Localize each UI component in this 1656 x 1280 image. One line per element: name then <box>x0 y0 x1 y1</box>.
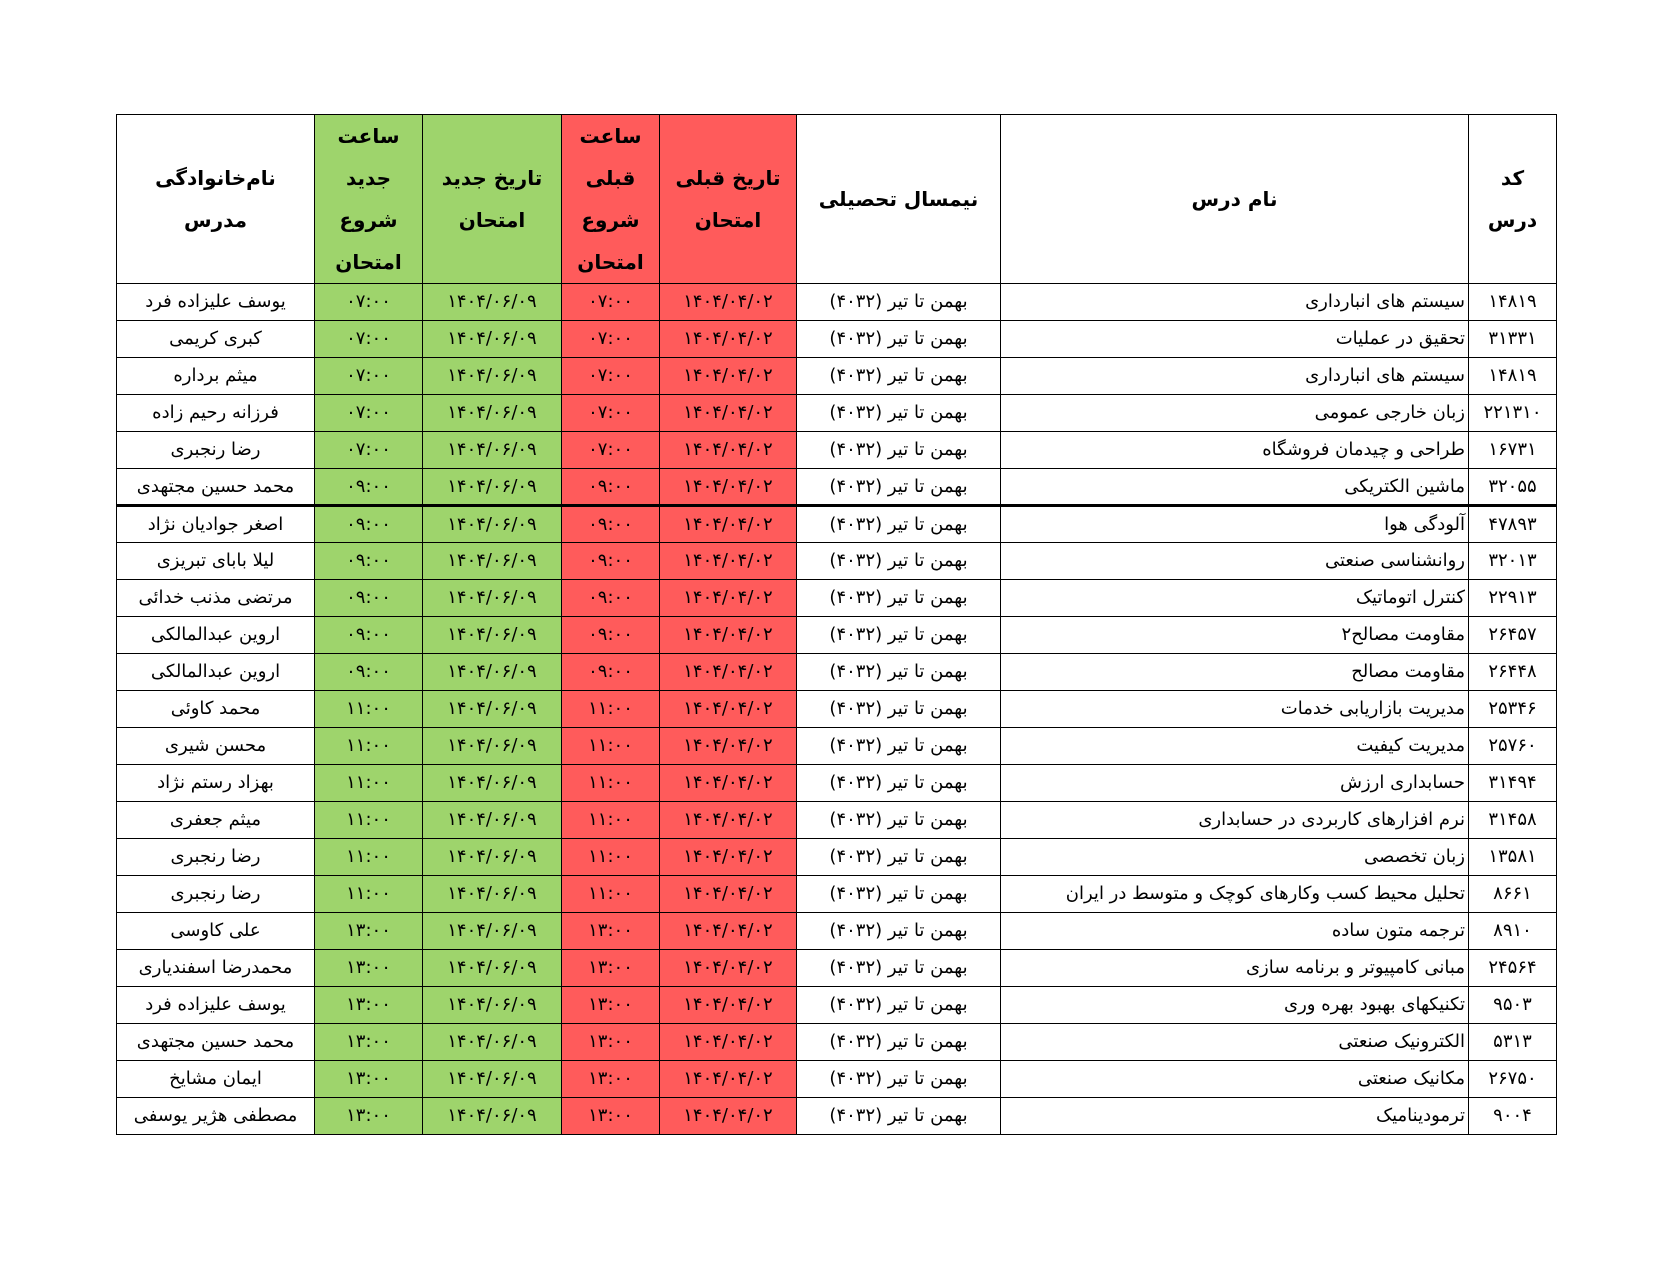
cell-teacher: کبری کریمی <box>117 321 315 358</box>
cell-old-exam-time: ۰۹:۰۰ <box>562 654 660 691</box>
cell-old-exam-time: ۰۹:۰۰ <box>562 580 660 617</box>
cell-course-name: ترمودینامیک <box>1001 1098 1469 1135</box>
cell-new-exam-date: ۱۴۰۴/۰۶/۰۹ <box>423 654 562 691</box>
cell-old-exam-date: ۱۴۰۴/۰۴/۰۲ <box>660 1024 797 1061</box>
cell-new-exam-time: ۱۱:۰۰ <box>315 728 423 765</box>
cell-course-code: ۳۲۰۵۵ <box>1469 469 1557 506</box>
cell-term: بهمن تا تیر (۴۰۳۲) <box>797 765 1001 802</box>
cell-new-exam-time: ۰۹:۰۰ <box>315 469 423 506</box>
cell-old-exam-time: ۱۱:۰۰ <box>562 765 660 802</box>
header-new-exam-date: تاریخ جدید امتحان <box>423 115 562 284</box>
table-row <box>117 1024 1557 1061</box>
cell-old-exam-time: ۰۹:۰۰ <box>562 617 660 654</box>
cell-old-exam-date: ۱۴۰۴/۰۴/۰۲ <box>660 321 797 358</box>
cell-old-exam-date: ۱۴۰۴/۰۴/۰۲ <box>660 580 797 617</box>
cell-old-exam-time: ۱۳:۰۰ <box>562 987 660 1024</box>
cell-old-exam-date: ۱۴۰۴/۰۴/۰۲ <box>660 691 797 728</box>
cell-old-exam-time: ۱۱:۰۰ <box>562 691 660 728</box>
cell-old-exam-time: ۱۱:۰۰ <box>562 802 660 839</box>
cell-old-exam-date: ۱۴۰۴/۰۴/۰۲ <box>660 506 797 543</box>
cell-course-code: ۳۱۳۳۱ <box>1469 321 1557 358</box>
cell-old-exam-time: ۰۹:۰۰ <box>562 469 660 506</box>
cell-course-name: مقاومت مصالح۲ <box>1001 617 1469 654</box>
cell-teacher: رضا رنجبری <box>117 432 315 469</box>
cell-old-exam-date: ۱۴۰۴/۰۴/۰۲ <box>660 802 797 839</box>
cell-old-exam-time: ۱۳:۰۰ <box>562 1024 660 1061</box>
cell-teacher: یوسف علیزاده فرد <box>117 284 315 321</box>
cell-teacher: یوسف علیزاده فرد <box>117 987 315 1024</box>
table-row <box>117 913 1557 950</box>
cell-term: بهمن تا تیر (۴۰۳۲) <box>797 913 1001 950</box>
cell-course-name: تکنیکهای بهبود بهره وری <box>1001 987 1469 1024</box>
cell-term: بهمن تا تیر (۴۰۳۲) <box>797 617 1001 654</box>
cell-course-code: ۴۷۸۹۳ <box>1469 506 1557 543</box>
table-row <box>117 654 1557 691</box>
cell-teacher: لیلا بابای تبریزی <box>117 543 315 580</box>
cell-term: بهمن تا تیر (۴۰۳۲) <box>797 321 1001 358</box>
cell-course-name: آلودگی هوا <box>1001 506 1469 543</box>
table-row <box>117 432 1557 469</box>
exam-schedule-table <box>116 114 1557 1135</box>
cell-teacher: محمد کاوئی <box>117 691 315 728</box>
cell-new-exam-time: ۱۱:۰۰ <box>315 802 423 839</box>
table-row <box>117 358 1557 395</box>
header-term: نیمسال تحصیلی <box>797 115 1001 284</box>
cell-teacher: رضا رنجبری <box>117 839 315 876</box>
cell-term: بهمن تا تیر (۴۰۳۲) <box>797 580 1001 617</box>
table-row <box>117 765 1557 802</box>
cell-course-name: کنترل اتوماتیک <box>1001 580 1469 617</box>
cell-course-name: سیستم های انبارداری <box>1001 358 1469 395</box>
cell-course-name: مقاومت مصالح <box>1001 654 1469 691</box>
cell-old-exam-time: ۱۳:۰۰ <box>562 1061 660 1098</box>
cell-new-exam-date: ۱۴۰۴/۰۶/۰۹ <box>423 987 562 1024</box>
cell-new-exam-date: ۱۴۰۴/۰۶/۰۹ <box>423 506 562 543</box>
cell-course-code: ۱۳۵۸۱ <box>1469 839 1557 876</box>
cell-term: بهمن تا تیر (۴۰۳۲) <box>797 1098 1001 1135</box>
table-row <box>117 728 1557 765</box>
cell-new-exam-date: ۱۴۰۴/۰۶/۰۹ <box>423 913 562 950</box>
cell-new-exam-date: ۱۴۰۴/۰۶/۰۹ <box>423 284 562 321</box>
cell-course-code: ۲۶۴۵۷ <box>1469 617 1557 654</box>
cell-new-exam-time: ۱۱:۰۰ <box>315 691 423 728</box>
cell-old-exam-date: ۱۴۰۴/۰۴/۰۲ <box>660 617 797 654</box>
cell-old-exam-date: ۱۴۰۴/۰۴/۰۲ <box>660 395 797 432</box>
cell-course-name: تحقیق در عملیات <box>1001 321 1469 358</box>
cell-new-exam-date: ۱۴۰۴/۰۶/۰۹ <box>423 469 562 506</box>
cell-teacher: اروین عبدالمالکی <box>117 617 315 654</box>
cell-term: بهمن تا تیر (۴۰۳۲) <box>797 1024 1001 1061</box>
cell-course-name: حسابداری ارزش <box>1001 765 1469 802</box>
cell-teacher: اروین عبدالمالکی <box>117 654 315 691</box>
cell-course-name: الکترونیک صنعتی <box>1001 1024 1469 1061</box>
cell-teacher: میثم جعفری <box>117 802 315 839</box>
cell-term: بهمن تا تیر (۴۰۳۲) <box>797 876 1001 913</box>
cell-term: بهمن تا تیر (۴۰۳۲) <box>797 432 1001 469</box>
table-row <box>117 839 1557 876</box>
table-row <box>117 950 1557 987</box>
table-row <box>117 543 1557 580</box>
cell-new-exam-date: ۱۴۰۴/۰۶/۰۹ <box>423 358 562 395</box>
cell-new-exam-time: ۰۹:۰۰ <box>315 617 423 654</box>
cell-old-exam-date: ۱۴۰۴/۰۴/۰۲ <box>660 987 797 1024</box>
cell-new-exam-date: ۱۴۰۴/۰۶/۰۹ <box>423 839 562 876</box>
table-row <box>117 395 1557 432</box>
cell-term: بهمن تا تیر (۴۰۳۲) <box>797 358 1001 395</box>
cell-new-exam-date: ۱۴۰۴/۰۶/۰۹ <box>423 1024 562 1061</box>
cell-course-name: مدیریت کیفیت <box>1001 728 1469 765</box>
cell-new-exam-date: ۱۴۰۴/۰۶/۰۹ <box>423 617 562 654</box>
cell-new-exam-date: ۱۴۰۴/۰۶/۰۹ <box>423 691 562 728</box>
cell-old-exam-date: ۱۴۰۴/۰۴/۰۲ <box>660 654 797 691</box>
cell-old-exam-date: ۱۴۰۴/۰۴/۰۲ <box>660 839 797 876</box>
cell-course-name: مدیریت بازاریابی خدمات <box>1001 691 1469 728</box>
cell-new-exam-date: ۱۴۰۴/۰۶/۰۹ <box>423 802 562 839</box>
cell-new-exam-date: ۱۴۰۴/۰۶/۰۹ <box>423 1061 562 1098</box>
cell-new-exam-date: ۱۴۰۴/۰۶/۰۹ <box>423 395 562 432</box>
cell-term: بهمن تا تیر (۴۰۳۲) <box>797 395 1001 432</box>
cell-course-name: زبان تخصصی <box>1001 839 1469 876</box>
cell-term: بهمن تا تیر (۴۰۳۲) <box>797 506 1001 543</box>
cell-new-exam-date: ۱۴۰۴/۰۶/۰۹ <box>423 580 562 617</box>
cell-new-exam-date: ۱۴۰۴/۰۶/۰۹ <box>423 321 562 358</box>
table-row <box>117 469 1557 506</box>
cell-old-exam-time: ۱۳:۰۰ <box>562 950 660 987</box>
cell-new-exam-date: ۱۴۰۴/۰۶/۰۹ <box>423 432 562 469</box>
cell-teacher: فرزانه رحیم زاده <box>117 395 315 432</box>
cell-new-exam-time: ۰۹:۰۰ <box>315 654 423 691</box>
cell-old-exam-date: ۱۴۰۴/۰۴/۰۲ <box>660 358 797 395</box>
cell-course-code: ۹۵۰۳ <box>1469 987 1557 1024</box>
cell-course-code: ۱۴۸۱۹ <box>1469 358 1557 395</box>
cell-course-name: زبان خارجی عمومی <box>1001 395 1469 432</box>
cell-course-code: ۲۵۷۶۰ <box>1469 728 1557 765</box>
cell-course-name: مبانی کامپیوتر و برنامه سازی <box>1001 950 1469 987</box>
cell-course-code: ۹۰۰۴ <box>1469 1098 1557 1135</box>
cell-old-exam-time: ۱۳:۰۰ <box>562 1098 660 1135</box>
cell-teacher: مصطفی هژیر یوسفی <box>117 1098 315 1135</box>
cell-course-name: نرم افزارهای کاربردی در حسابداری <box>1001 802 1469 839</box>
cell-course-name: سیستم های انبارداری <box>1001 284 1469 321</box>
cell-teacher: محمد حسین مجتهدی <box>117 1024 315 1061</box>
cell-old-exam-time: ۰۷:۰۰ <box>562 395 660 432</box>
cell-old-exam-date: ۱۴۰۴/۰۴/۰۲ <box>660 1098 797 1135</box>
table-body <box>117 284 1557 1135</box>
cell-teacher: محسن شیری <box>117 728 315 765</box>
cell-term: بهمن تا تیر (۴۰۳۲) <box>797 1061 1001 1098</box>
cell-new-exam-time: ۱۳:۰۰ <box>315 913 423 950</box>
table-row <box>117 321 1557 358</box>
table-row <box>117 1098 1557 1135</box>
cell-teacher: بهزاد رستم نژاد <box>117 765 315 802</box>
cell-course-code: ۱۴۸۱۹ <box>1469 284 1557 321</box>
cell-new-exam-time: ۱۳:۰۰ <box>315 987 423 1024</box>
cell-new-exam-date: ۱۴۰۴/۰۶/۰۹ <box>423 765 562 802</box>
cell-course-name: تحلیل محیط کسب وکارهای کوچک و متوسط در ایران <box>1001 876 1469 913</box>
header-old-exam-date: تاریخ قبلی امتحان <box>660 115 797 284</box>
cell-old-exam-date: ۱۴۰۴/۰۴/۰۲ <box>660 765 797 802</box>
cell-new-exam-date: ۱۴۰۴/۰۶/۰۹ <box>423 728 562 765</box>
cell-new-exam-time: ۰۷:۰۰ <box>315 321 423 358</box>
cell-teacher: علی کاوسی <box>117 913 315 950</box>
cell-new-exam-time: ۰۷:۰۰ <box>315 358 423 395</box>
cell-term: بهمن تا تیر (۴۰۳۲) <box>797 950 1001 987</box>
cell-old-exam-date: ۱۴۰۴/۰۴/۰۲ <box>660 469 797 506</box>
cell-course-code: ۸۹۱۰ <box>1469 913 1557 950</box>
cell-new-exam-time: ۱۳:۰۰ <box>315 950 423 987</box>
cell-course-code: ۲۶۴۴۸ <box>1469 654 1557 691</box>
cell-teacher: اصغر جوادیان نژاد <box>117 506 315 543</box>
cell-teacher: ایمان مشایخ <box>117 1061 315 1098</box>
cell-term: بهمن تا تیر (۴۰۳۲) <box>797 839 1001 876</box>
cell-old-exam-date: ۱۴۰۴/۰۴/۰۲ <box>660 728 797 765</box>
cell-old-exam-date: ۱۴۰۴/۰۴/۰۲ <box>660 876 797 913</box>
cell-teacher: مرتضی مذنب خدائی <box>117 580 315 617</box>
cell-course-code: ۳۱۴۵۸ <box>1469 802 1557 839</box>
cell-term: بهمن تا تیر (۴۰۳۲) <box>797 802 1001 839</box>
cell-new-exam-time: ۱۱:۰۰ <box>315 765 423 802</box>
table-row <box>117 617 1557 654</box>
cell-new-exam-time: ۱۳:۰۰ <box>315 1061 423 1098</box>
cell-old-exam-date: ۱۴۰۴/۰۴/۰۲ <box>660 950 797 987</box>
cell-old-exam-time: ۱۱:۰۰ <box>562 728 660 765</box>
cell-term: بهمن تا تیر (۴۰۳۲) <box>797 654 1001 691</box>
cell-old-exam-date: ۱۴۰۴/۰۴/۰۲ <box>660 1061 797 1098</box>
cell-course-name: طراحی و چیدمان فروشگاه <box>1001 432 1469 469</box>
cell-new-exam-time: ۰۷:۰۰ <box>315 395 423 432</box>
table-row <box>117 876 1557 913</box>
cell-teacher: محمد حسین مجتهدی <box>117 469 315 506</box>
cell-course-name: ماشین الکتریکی <box>1001 469 1469 506</box>
table-row <box>117 987 1557 1024</box>
table-row <box>117 802 1557 839</box>
header-row <box>117 115 1557 284</box>
table-row <box>117 691 1557 728</box>
table-row <box>117 284 1557 321</box>
cell-term: بهمن تا تیر (۴۰۳۲) <box>797 284 1001 321</box>
table-header <box>117 115 1557 284</box>
cell-course-name: روانشناسی صنعتی <box>1001 543 1469 580</box>
cell-teacher: محمدرضا اسفندیاری <box>117 950 315 987</box>
cell-term: بهمن تا تیر (۴۰۳۲) <box>797 691 1001 728</box>
header-new-exam-time: ساعت جدید شروع امتحان <box>315 115 423 284</box>
header-old-exam-time: ساعت قبلی شروع امتحان <box>562 115 660 284</box>
cell-course-code: ۲۲۱۳۱۰ <box>1469 395 1557 432</box>
cell-term: بهمن تا تیر (۴۰۳۲) <box>797 728 1001 765</box>
cell-course-code: ۲۲۹۱۳ <box>1469 580 1557 617</box>
cell-course-name: مکانیک صنعتی <box>1001 1061 1469 1098</box>
cell-old-exam-time: ۰۹:۰۰ <box>562 506 660 543</box>
cell-old-exam-time: ۰۷:۰۰ <box>562 432 660 469</box>
cell-new-exam-time: ۰۷:۰۰ <box>315 432 423 469</box>
cell-old-exam-time: ۱۱:۰۰ <box>562 839 660 876</box>
cell-course-code: ۸۶۶۱ <box>1469 876 1557 913</box>
cell-new-exam-time: ۰۹:۰۰ <box>315 543 423 580</box>
cell-old-exam-time: ۱۳:۰۰ <box>562 913 660 950</box>
header-course-name: نام درس <box>1001 115 1469 284</box>
cell-new-exam-time: ۰۹:۰۰ <box>315 580 423 617</box>
table-row <box>117 506 1557 543</box>
cell-term: بهمن تا تیر (۴۰۳۲) <box>797 987 1001 1024</box>
cell-term: بهمن تا تیر (۴۰۳۲) <box>797 469 1001 506</box>
cell-old-exam-date: ۱۴۰۴/۰۴/۰۲ <box>660 913 797 950</box>
cell-old-exam-time: ۰۹:۰۰ <box>562 543 660 580</box>
cell-course-code: ۵۳۱۳ <box>1469 1024 1557 1061</box>
table-row <box>117 1061 1557 1098</box>
cell-new-exam-date: ۱۴۰۴/۰۶/۰۹ <box>423 543 562 580</box>
table-row <box>117 580 1557 617</box>
cell-course-code: ۳۲۰۱۳ <box>1469 543 1557 580</box>
cell-new-exam-date: ۱۴۰۴/۰۶/۰۹ <box>423 876 562 913</box>
cell-new-exam-time: ۱۱:۰۰ <box>315 839 423 876</box>
cell-old-exam-date: ۱۴۰۴/۰۴/۰۲ <box>660 284 797 321</box>
cell-teacher: میثم برداره <box>117 358 315 395</box>
cell-new-exam-time: ۱۳:۰۰ <box>315 1098 423 1135</box>
cell-old-exam-time: ۱۱:۰۰ <box>562 876 660 913</box>
header-teacher: نام‌خانوادگی مدرس <box>117 115 315 284</box>
cell-new-exam-time: ۰۷:۰۰ <box>315 284 423 321</box>
cell-new-exam-date: ۱۴۰۴/۰۶/۰۹ <box>423 1098 562 1135</box>
cell-old-exam-time: ۰۷:۰۰ <box>562 284 660 321</box>
cell-old-exam-time: ۰۷:۰۰ <box>562 321 660 358</box>
header-course-code: کد درس <box>1469 115 1557 284</box>
cell-teacher: رضا رنجبری <box>117 876 315 913</box>
cell-new-exam-date: ۱۴۰۴/۰۶/۰۹ <box>423 950 562 987</box>
cell-course-code: ۱۶۷۳۱ <box>1469 432 1557 469</box>
cell-old-exam-date: ۱۴۰۴/۰۴/۰۲ <box>660 432 797 469</box>
cell-course-code: ۳۱۴۹۴ <box>1469 765 1557 802</box>
cell-term: بهمن تا تیر (۴۰۳۲) <box>797 543 1001 580</box>
cell-course-name: ترجمه متون ساده <box>1001 913 1469 950</box>
cell-new-exam-time: ۱۱:۰۰ <box>315 876 423 913</box>
cell-old-exam-time: ۰۷:۰۰ <box>562 358 660 395</box>
cell-new-exam-time: ۱۳:۰۰ <box>315 1024 423 1061</box>
cell-course-code: ۲۵۳۴۶ <box>1469 691 1557 728</box>
cell-course-code: ۲۶۷۵۰ <box>1469 1061 1557 1098</box>
cell-course-code: ۲۴۵۶۴ <box>1469 950 1557 987</box>
cell-new-exam-time: ۰۹:۰۰ <box>315 506 423 543</box>
cell-old-exam-date: ۱۴۰۴/۰۴/۰۲ <box>660 543 797 580</box>
